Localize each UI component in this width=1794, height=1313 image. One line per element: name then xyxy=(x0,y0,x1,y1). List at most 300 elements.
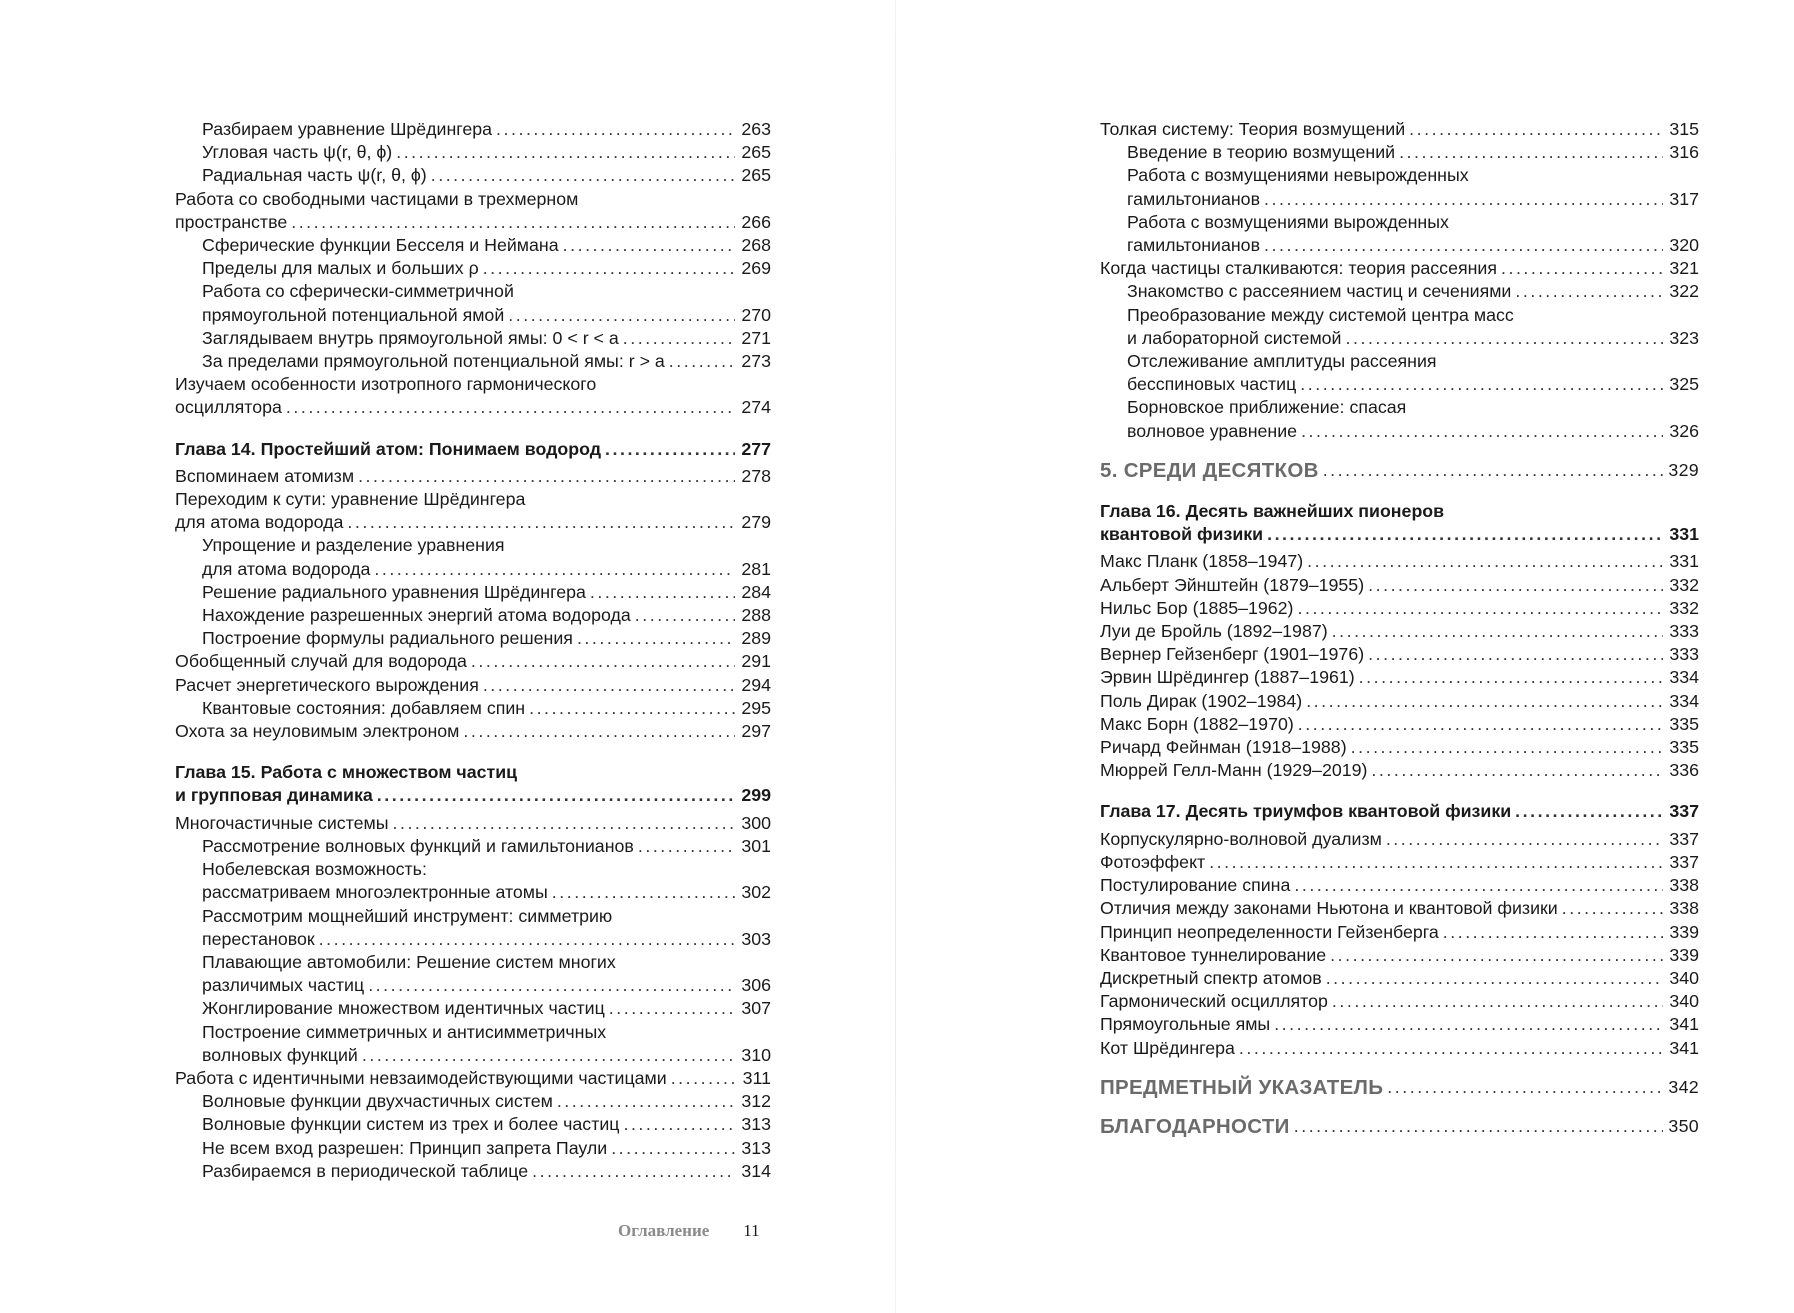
toc-entry-row xyxy=(1100,420,1699,443)
toc-page-number: 317 xyxy=(1669,188,1699,209)
toc-page-number: 288 xyxy=(741,605,771,626)
toc-entry-title-line: Отслеживание амплитуды рассеяния xyxy=(1127,351,1437,372)
dot-leader xyxy=(1323,459,1663,482)
toc-entry-title: Мюррей Гелл-Манн (1929–2019) xyxy=(1100,760,1368,781)
toc-entry-title: Угловая часть ψ(r, θ, ϕ) xyxy=(202,142,393,163)
dot-leader xyxy=(319,928,735,951)
toc-entry-title: различимых частиц xyxy=(202,975,365,996)
dot-leader xyxy=(483,257,735,280)
toc-entry xyxy=(175,674,771,697)
toc-entry xyxy=(175,1160,771,1183)
toc-entry-row xyxy=(175,974,771,997)
toc-page-number: 321 xyxy=(1669,258,1699,279)
toc-entry-row xyxy=(1100,944,1699,967)
toc-entry-title: Многочастичные системы xyxy=(175,812,389,833)
toc-page-number: 303 xyxy=(741,928,771,949)
toc-entry-title: Толкая систему: Теория возмущений xyxy=(1100,119,1406,139)
toc-entry xyxy=(175,280,771,326)
toc-entry-title: и лабораторной системой xyxy=(1127,327,1342,348)
toc-chapter xyxy=(175,761,771,807)
toc-right-column xyxy=(1100,118,1699,1150)
dot-leader xyxy=(1351,736,1663,759)
toc-entry-row xyxy=(175,1090,771,1113)
toc-entry-title: Введение в теорию возмущений xyxy=(1127,142,1396,163)
dot-leader xyxy=(609,997,735,1020)
toc-entry xyxy=(1100,257,1699,280)
toc-entry-row xyxy=(175,234,771,257)
toc-entry xyxy=(1100,921,1699,944)
toc-page-number: 341 xyxy=(1669,1037,1699,1058)
toc-entry-row xyxy=(1100,327,1699,350)
toc-entry-row xyxy=(1100,459,1699,482)
dot-leader xyxy=(1399,141,1663,164)
toc-entry-title: Решение радиального уравнения Шрёдингера xyxy=(202,581,586,602)
dot-leader xyxy=(623,1113,735,1136)
dot-leader xyxy=(1294,1115,1663,1138)
toc-page-number: 338 xyxy=(1669,875,1699,896)
dot-leader xyxy=(508,304,735,327)
toc-entry-title: прямоугольной потенциальной ямой xyxy=(202,304,505,325)
dot-leader xyxy=(1326,967,1663,990)
toc-entry xyxy=(175,905,771,951)
toc-entry-row xyxy=(1100,713,1699,736)
toc-entry-title: Волновые функции систем из трех и более частиц xyxy=(202,1114,620,1135)
toc-page-number: 302 xyxy=(741,882,771,903)
toc-entry xyxy=(175,350,771,373)
toc-chapter xyxy=(1100,800,1699,823)
toc-entry-row xyxy=(1100,921,1699,944)
dot-leader xyxy=(1515,800,1663,823)
toc-entry xyxy=(1100,666,1699,689)
toc-entry-title: ПРЕДМЕТНЫЙ УКАЗАТЕЛЬ xyxy=(1100,1075,1384,1099)
dot-leader xyxy=(1371,759,1663,782)
page-footer xyxy=(618,1221,760,1241)
dot-leader xyxy=(1332,990,1663,1013)
toc-entry xyxy=(1100,990,1699,1013)
toc-page-number: 325 xyxy=(1669,374,1699,395)
dot-leader xyxy=(1274,1013,1663,1036)
toc-page-number: 284 xyxy=(741,581,771,602)
dot-leader xyxy=(552,881,735,904)
toc-entry-row xyxy=(1100,280,1699,303)
toc-page-number: 339 xyxy=(1669,944,1699,965)
page-number: 11 xyxy=(743,1221,760,1240)
toc-page-number: 277 xyxy=(741,438,771,459)
toc-page-number: 297 xyxy=(741,721,771,742)
toc-entry-title: Знакомство с рассеянием частиц и сечениями xyxy=(1127,281,1512,302)
toc-entry-title: Расчет энергетического вырождения xyxy=(175,674,479,695)
toc-page-number: 341 xyxy=(1669,1014,1699,1035)
toc-entry-title: Построение формулы радиального решения xyxy=(202,628,573,649)
dot-leader xyxy=(1368,643,1663,666)
toc-entry-row xyxy=(175,1113,771,1136)
toc-page-number: 313 xyxy=(741,1137,771,1158)
toc-entry-row xyxy=(175,438,771,461)
toc-entry-title: Отличия между законами Ньютона и квантовой физики xyxy=(1100,898,1558,919)
toc-entry-row xyxy=(175,928,771,951)
toc-page-number: 263 xyxy=(741,119,771,139)
toc-entry-row xyxy=(175,581,771,604)
toc-entry-row xyxy=(1100,666,1699,689)
toc-entry-title: Жонглирование множеством идентичных частиц xyxy=(202,998,605,1019)
toc-page-number: 323 xyxy=(1669,327,1699,348)
toc-page-number: 307 xyxy=(741,998,771,1019)
toc-entry-title: Кот Шрёдингера xyxy=(1100,1037,1235,1058)
toc-entry-title: Квантовое туннелирование xyxy=(1100,944,1327,965)
toc-entry-row xyxy=(175,881,771,904)
dot-leader xyxy=(496,118,735,141)
toc-page-number: 270 xyxy=(741,304,771,325)
toc-entry-title: гамильтонианов xyxy=(1127,235,1261,256)
toc-entry-row xyxy=(1100,643,1699,666)
toc-entry-row xyxy=(1100,141,1699,164)
toc-entry-title: Макс Планк (1858–1947) xyxy=(1100,551,1304,572)
toc-entry-title: Разбираем уравнение Шрёдингера xyxy=(202,119,493,139)
dot-leader xyxy=(483,674,735,697)
dot-leader xyxy=(1264,234,1663,257)
dot-leader xyxy=(463,720,735,743)
toc-entry-title: волновых функций xyxy=(202,1044,358,1065)
toc-entry-row xyxy=(1100,1076,1699,1099)
toc-entry-row xyxy=(175,141,771,164)
dot-leader xyxy=(374,558,735,581)
toc-entry-row xyxy=(1100,1115,1699,1138)
toc-page-number: 320 xyxy=(1669,235,1699,256)
toc-entry-title: Охота за неуловимым электроном xyxy=(175,721,460,742)
toc-entry-row xyxy=(175,997,771,1020)
toc-entry-row xyxy=(1100,188,1699,211)
toc-entry-title: Работа с идентичными невзаимодействующими частицами xyxy=(175,1067,667,1088)
dot-leader xyxy=(577,627,735,650)
toc-entry-title: Дискретный спектр атомов xyxy=(1100,967,1322,988)
dot-leader xyxy=(529,697,735,720)
toc-entry-title: Макс Борн (1882–1970) xyxy=(1100,713,1294,734)
toc-entry xyxy=(1100,1037,1699,1060)
dot-leader xyxy=(623,327,735,350)
toc-entry-title: рассматриваем многоэлектронные атомы xyxy=(202,882,548,903)
dot-leader xyxy=(291,211,735,234)
toc-page-number: 331 xyxy=(1669,524,1699,545)
toc-entry-row xyxy=(1100,620,1699,643)
toc-entry xyxy=(175,858,771,904)
toc-page-number: 332 xyxy=(1669,574,1699,595)
toc-entry-row xyxy=(175,558,771,581)
toc-entry xyxy=(175,720,771,743)
toc-entry xyxy=(1100,1013,1699,1036)
toc-entry-title-line: Работа со сферически-симметричной xyxy=(202,281,514,302)
toc-entry-row xyxy=(1100,574,1699,597)
toc-page-number: 269 xyxy=(741,258,771,279)
toc-entry-title: Эрвин Шрёдингер (1887–1961) xyxy=(1100,667,1355,688)
toc-entry-title-line: Работа с возмущениями невырожденных xyxy=(1127,165,1469,186)
toc-entry-title: Квантовые состояния: добавляем спин xyxy=(202,697,526,718)
dot-leader xyxy=(1359,666,1663,689)
toc-entry xyxy=(175,327,771,350)
toc-entry xyxy=(175,604,771,627)
toc-entry-title-line: Работа с возмущениями вырожденных xyxy=(1127,211,1449,232)
toc-entry-title: Ричард Фейнман (1918–1988) xyxy=(1100,737,1347,758)
toc-entry-title-line: Глава 15. Работа с множеством частиц xyxy=(175,762,518,783)
dot-leader xyxy=(368,974,735,997)
dot-leader xyxy=(671,1067,735,1090)
toc-entry-title: Глава 17. Десять триумфов квантовой физики xyxy=(1100,801,1512,822)
toc-entry-row xyxy=(1100,373,1699,396)
toc-entry-title: Не всем вход разрешен: Принцип запрета Паули xyxy=(202,1137,608,1158)
toc-entry xyxy=(175,188,771,234)
toc-page-number: 322 xyxy=(1669,281,1699,302)
toc-entry xyxy=(1100,574,1699,597)
toc-page-number: 301 xyxy=(741,835,771,856)
dot-leader xyxy=(590,581,735,604)
toc-entry-title: Корпускулярно-волновой дуализм xyxy=(1100,828,1382,849)
dot-leader xyxy=(347,511,735,534)
toc-page-number: 342 xyxy=(1668,1076,1699,1097)
toc-page-number: 333 xyxy=(1669,644,1699,665)
toc-entry-row xyxy=(1100,897,1699,920)
dot-leader xyxy=(611,1137,735,1160)
toc-entry-title: перестановок xyxy=(202,928,315,949)
dot-leader xyxy=(471,650,735,673)
toc-entry-row xyxy=(1100,736,1699,759)
toc-entry xyxy=(1100,620,1699,643)
toc-entry xyxy=(1100,211,1699,257)
toc-entry xyxy=(1100,280,1699,303)
toc-entry-row xyxy=(175,396,771,419)
dot-leader xyxy=(1332,620,1663,643)
dot-leader xyxy=(358,465,735,488)
toc-entry xyxy=(1100,874,1699,897)
toc-page-number: 337 xyxy=(1669,801,1699,822)
toc-entry-row xyxy=(1100,597,1699,620)
toc-entry xyxy=(175,1021,771,1067)
dot-leader xyxy=(1301,420,1663,443)
toc-entry-row xyxy=(175,604,771,627)
toc-entry xyxy=(175,234,771,257)
toc-page-number: 335 xyxy=(1669,737,1699,758)
toc-entry xyxy=(1100,396,1699,442)
toc-entry-title-line: Нобелевская возможность: xyxy=(202,859,427,880)
dot-leader xyxy=(605,438,735,461)
dot-leader xyxy=(362,1044,735,1067)
toc-entry xyxy=(1100,118,1699,141)
toc-entry xyxy=(1100,897,1699,920)
toc-page-number: 265 xyxy=(741,165,771,186)
toc-entry-title-line: Переходим к сути: уравнение Шрёдингера xyxy=(175,489,526,510)
dot-leader xyxy=(638,835,735,858)
toc-entry-row xyxy=(1100,1013,1699,1036)
toc-entry-row xyxy=(175,650,771,673)
toc-page-number: 314 xyxy=(741,1160,771,1181)
toc-entry-row xyxy=(1100,828,1699,851)
right-page xyxy=(896,0,1794,1313)
toc-page-number: 337 xyxy=(1669,851,1699,872)
toc-entry xyxy=(1100,141,1699,164)
toc-entry-title: для атома водорода xyxy=(202,558,371,579)
toc-page-number: 274 xyxy=(741,397,771,418)
toc-entry-row xyxy=(1100,967,1699,990)
dot-leader xyxy=(1267,523,1663,546)
left-page xyxy=(0,0,895,1313)
toc-page-number: 337 xyxy=(1669,828,1699,849)
toc-page-number: 332 xyxy=(1669,597,1699,618)
dot-leader xyxy=(1443,921,1663,944)
dot-leader xyxy=(532,1160,735,1183)
toc-entry xyxy=(175,997,771,1020)
toc-entry-title: Вернер Гейзенберг (1901–1976) xyxy=(1100,644,1365,665)
toc-entry-title-line: Рассмотрим мощнейший инструмент: симметрию xyxy=(202,905,613,926)
toc-entry xyxy=(175,373,771,419)
toc-entry-row xyxy=(175,327,771,350)
toc-entry xyxy=(175,650,771,673)
toc-entry xyxy=(1100,713,1699,736)
toc-entry xyxy=(175,1137,771,1160)
dot-leader xyxy=(669,350,735,373)
toc-page-number: 326 xyxy=(1669,420,1699,441)
toc-entry xyxy=(1100,828,1699,851)
toc-page-number: 294 xyxy=(741,674,771,695)
toc-entry xyxy=(175,118,771,141)
toc-entry-title: Принцип неопределенности Гейзенберга xyxy=(1100,921,1439,942)
toc-entry xyxy=(175,1113,771,1136)
dot-leader xyxy=(1386,828,1663,851)
toc-entry xyxy=(175,697,771,720)
toc-entry-row xyxy=(175,1044,771,1067)
toc-entry-row xyxy=(1100,851,1699,874)
toc-entry xyxy=(1100,304,1699,350)
toc-page-number: 299 xyxy=(741,785,771,806)
dot-leader xyxy=(1368,574,1663,597)
toc-entry-title: квантовой физики xyxy=(1100,524,1264,545)
toc-entry-row xyxy=(175,1067,771,1090)
toc-entry-row xyxy=(175,720,771,743)
toc-entry xyxy=(175,835,771,858)
dot-leader xyxy=(1515,280,1663,303)
toc-page-number: 336 xyxy=(1669,760,1699,781)
toc-entry xyxy=(1100,643,1699,666)
toc-entry xyxy=(1100,597,1699,620)
toc-entry-row xyxy=(175,257,771,280)
toc-entry-title: Нильс Бор (1885–1962) xyxy=(1100,597,1294,618)
toc-entry xyxy=(175,465,771,488)
dot-leader xyxy=(1300,373,1663,396)
toc-entry-title: Нахождение разрешенных энергий атома водорода xyxy=(202,605,631,626)
toc-page-number: 289 xyxy=(741,628,771,649)
toc-entry xyxy=(1100,164,1699,210)
toc-page-number: 266 xyxy=(741,211,771,232)
toc-entry-row xyxy=(1100,759,1699,782)
toc-entry-row xyxy=(175,465,771,488)
toc-entry-title: Разбираемся в периодической таблице xyxy=(202,1160,529,1181)
dot-leader xyxy=(635,604,735,627)
toc-entry-title: Альберт Эйнштейн (1879–1955) xyxy=(1100,574,1365,595)
dot-leader xyxy=(1239,1037,1663,1060)
toc-page-number: 268 xyxy=(741,235,771,256)
toc-entry xyxy=(1100,944,1699,967)
toc-entry xyxy=(175,1067,771,1090)
dot-leader xyxy=(431,164,735,187)
dot-leader xyxy=(1346,327,1664,350)
toc-entry-title: Радиальная часть ψ(r, θ, ϕ) xyxy=(202,165,427,186)
toc-part xyxy=(1100,1076,1699,1099)
toc-page-number: 333 xyxy=(1669,621,1699,642)
toc-entry xyxy=(175,581,771,604)
toc-page-number: 291 xyxy=(741,651,771,672)
toc-entry-row xyxy=(175,164,771,187)
toc-entry xyxy=(175,627,771,650)
dot-leader xyxy=(1264,188,1663,211)
toc-entry-row xyxy=(175,627,771,650)
dot-leader xyxy=(286,396,735,419)
toc-part xyxy=(1100,459,1699,482)
toc-entry-title: для атома водорода xyxy=(175,512,344,533)
toc-page-number: 315 xyxy=(1669,119,1699,139)
toc-entry-title: 5. СРЕДИ ДЕСЯТКОВ xyxy=(1100,458,1319,482)
toc-page-number: 316 xyxy=(1669,142,1699,163)
toc-entry-title-line: Изучаем особенности изотропного гармонического xyxy=(175,374,597,395)
toc-entry-title: Гармонический осциллятор xyxy=(1100,991,1328,1012)
toc-entry-row xyxy=(1100,690,1699,713)
toc-entry-title-line: Борновское приближение: спасая xyxy=(1127,397,1407,418)
toc-entry-title-line: Плавающие автомобили: Решение систем многих xyxy=(202,951,616,972)
toc-entry-row xyxy=(175,674,771,697)
dot-leader xyxy=(1562,897,1663,920)
toc-entry-row xyxy=(175,784,771,807)
dot-leader xyxy=(1501,257,1663,280)
toc-entry-row xyxy=(175,511,771,534)
toc-page-number: 334 xyxy=(1669,690,1699,711)
toc-entry xyxy=(175,488,771,534)
toc-entry-title: Когда частицы сталкиваются: теория рассеяния xyxy=(1100,258,1497,279)
toc-entry xyxy=(1100,550,1699,573)
dot-leader xyxy=(1294,874,1663,897)
dot-leader xyxy=(1409,118,1663,141)
toc-entry-row xyxy=(1100,257,1699,280)
toc-entry-title: Фотоэффект xyxy=(1100,851,1206,872)
toc-entry-title: осциллятора xyxy=(175,397,282,418)
dot-leader xyxy=(1209,851,1663,874)
toc-entry-title: Волновые функции двухчастичных систем xyxy=(202,1091,553,1112)
toc-page-number: 265 xyxy=(741,142,771,163)
toc-page-number: 313 xyxy=(741,1114,771,1135)
toc-entry-title: За пределами прямоугольной потенциальной ямы: r > a xyxy=(202,351,665,372)
toc-chapter xyxy=(175,438,771,461)
toc-entry-title: пространстве xyxy=(175,211,288,232)
toc-entry-title: бесспиновых частиц xyxy=(1127,374,1297,395)
toc-page-number: 295 xyxy=(741,697,771,718)
toc-entry-title-line: Глава 16. Десять важнейших пионеров xyxy=(1100,501,1445,522)
toc-page-number: 312 xyxy=(741,1091,771,1112)
toc-entry-title-line: Преобразование между системой центра масс xyxy=(1127,304,1514,325)
dot-leader xyxy=(1307,550,1663,573)
toc-entry-title: Прямоугольные ямы xyxy=(1100,1014,1271,1035)
toc-entry-title: БЛАГОДАРНОСТИ xyxy=(1100,1114,1290,1138)
toc-page-number: 334 xyxy=(1669,667,1699,688)
toc-entry-title: волновое уравнение xyxy=(1127,420,1298,441)
toc-page-number: 273 xyxy=(741,351,771,372)
toc-entry-title: Пределы для малых и больших ρ xyxy=(202,258,479,279)
toc-entry-row xyxy=(1100,523,1699,546)
toc-page-number: 281 xyxy=(741,558,771,579)
toc-page-number: 340 xyxy=(1669,991,1699,1012)
dot-leader xyxy=(1298,713,1663,736)
toc-entry-title: Луи де Бройль (1892–1987) xyxy=(1100,621,1328,642)
toc-entry-row xyxy=(1100,118,1699,141)
toc-entry-title-line: Построение симметричных и антисимметричных xyxy=(202,1021,607,1042)
toc-page-number: 339 xyxy=(1669,921,1699,942)
toc-entry xyxy=(175,1090,771,1113)
toc-entry-title-line: Упрощение и разделение уравнения xyxy=(202,535,505,556)
toc-entry-title: гамильтонианов xyxy=(1127,188,1261,209)
